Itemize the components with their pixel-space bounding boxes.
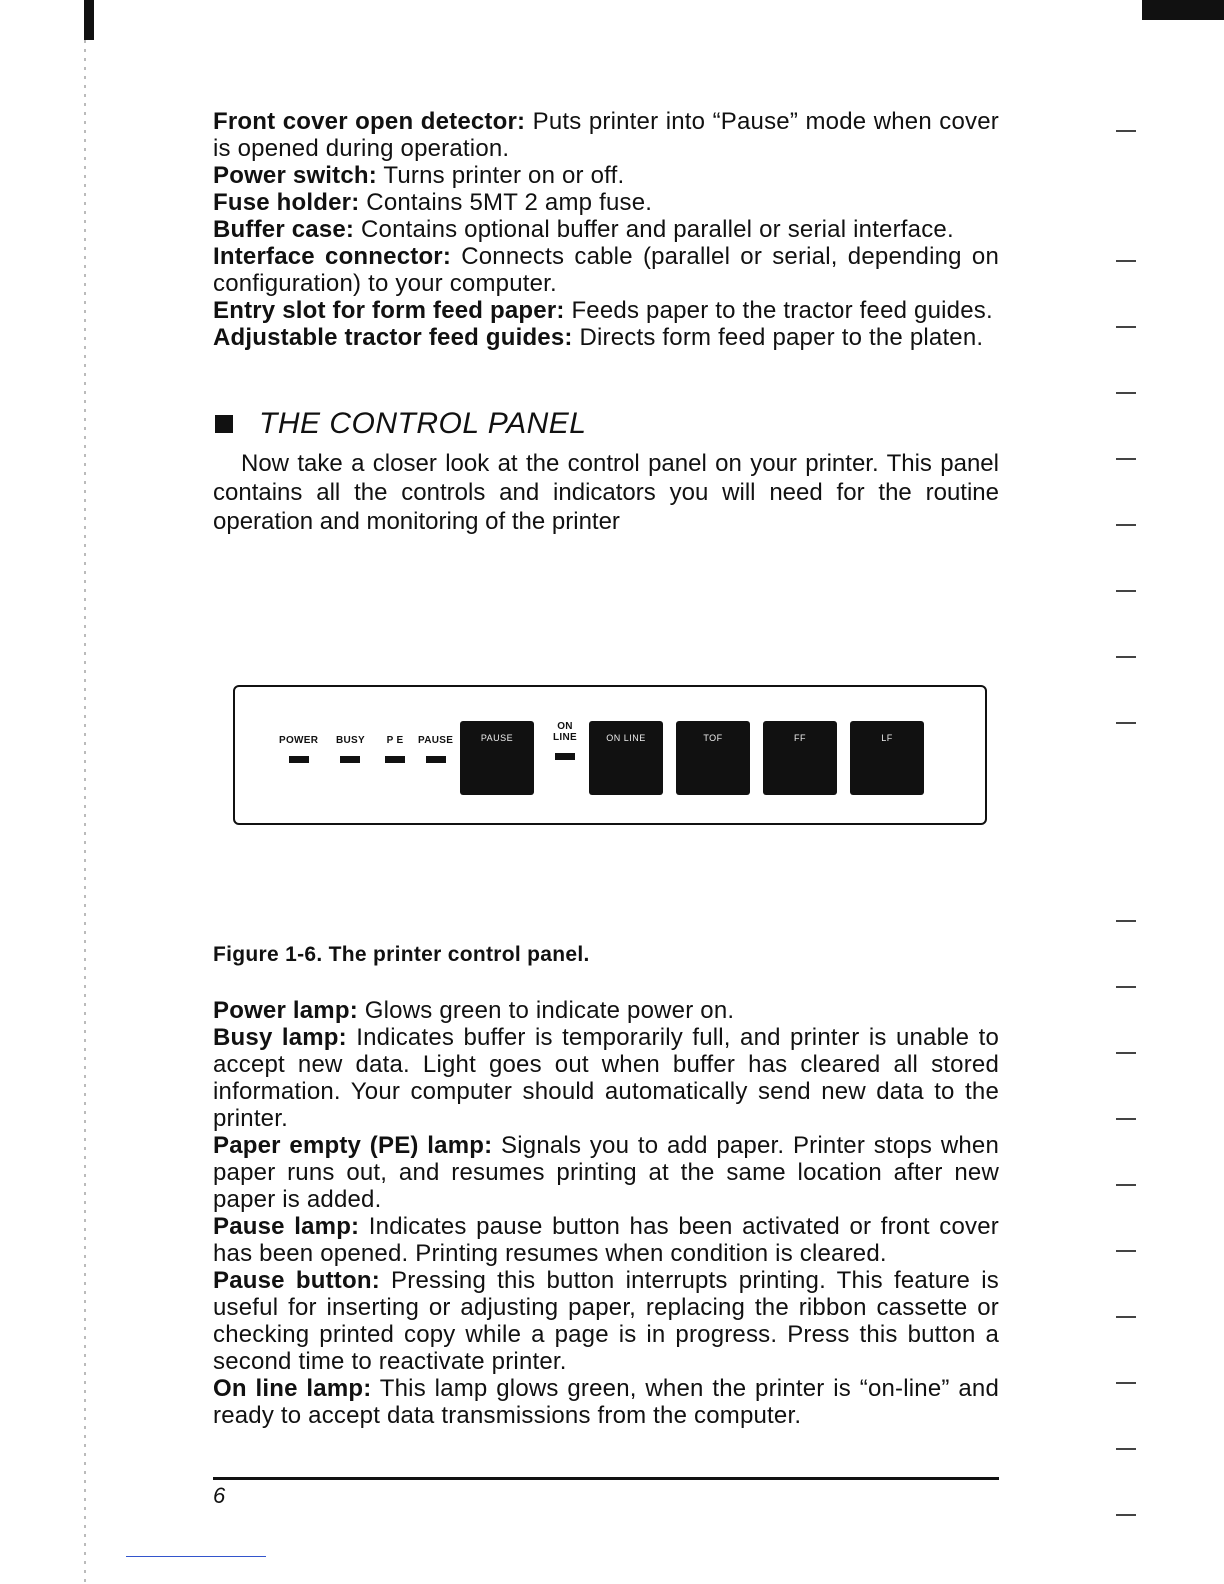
- scan-artifact-line: [126, 1556, 266, 1557]
- margin-tick: [1116, 260, 1136, 262]
- definition-term: Paper empty (PE) lamp:: [213, 1132, 493, 1159]
- button-label: FF: [794, 733, 806, 743]
- margin-tick: [1116, 722, 1136, 724]
- button-label: ON LINE: [606, 733, 646, 743]
- margin-tick: [1116, 1448, 1136, 1450]
- lamp-label: LINE: [553, 732, 577, 743]
- definition-term: Power switch:: [213, 162, 377, 189]
- definition-power-lamp: [213, 997, 999, 1024]
- lamp-indicator: [555, 753, 575, 760]
- definition-interface-connector: [213, 243, 999, 297]
- definition-text: Directs form feed paper to the platen.: [572, 324, 984, 351]
- definition-term: Entry slot for form feed paper:: [213, 297, 565, 324]
- on-line-lamp: [553, 721, 577, 760]
- definition-term: On line lamp:: [213, 1375, 372, 1402]
- margin-tick: [1116, 1316, 1136, 1318]
- lower-definitions: [213, 997, 999, 1429]
- lamp-indicator: [289, 756, 309, 763]
- section-heading: [213, 407, 999, 441]
- lamp-label: BUSY: [336, 735, 365, 746]
- lamp-indicator: [385, 756, 405, 763]
- margin-tick: [1116, 524, 1136, 526]
- definition-term: Front cover open detector:: [213, 108, 526, 135]
- page-number: 6: [213, 1483, 226, 1508]
- section-intro: Now take a closer look at the control panel on your printer. This panel contains all the controls and indicators you will need for the routine operation and monitoring of the printer: [213, 450, 999, 535]
- definition-term: Pause lamp:: [213, 1213, 360, 1240]
- definition-text: Indicates buffer is temporarily full, and printer is unable to accept new data. Light goes out when buffer has cleared all stored information. Your computer should automatically send new data to the printer.: [213, 1024, 999, 1132]
- control-panel-figure: [233, 685, 987, 825]
- margin-tick: [1116, 986, 1136, 988]
- definition-pause-lamp: [213, 1213, 999, 1267]
- scan-edge-mark: [84, 0, 94, 40]
- footer-rule: [213, 1477, 999, 1480]
- button-label: LF: [881, 733, 893, 743]
- margin-tick: [1116, 130, 1136, 132]
- definition-tractor-guides: [213, 324, 999, 351]
- definition-term: Pause button:: [213, 1267, 380, 1294]
- margin-tick: [1116, 326, 1136, 328]
- lamp-label: PAUSE: [418, 735, 454, 746]
- margin-tick: [1116, 590, 1136, 592]
- lamp-label: P E: [386, 735, 404, 746]
- figure-caption: Figure 1-6. The printer control panel.: [213, 943, 590, 966]
- lamp-label: ON: [557, 721, 573, 732]
- definition-text: Contains 5MT 2 amp fuse.: [359, 189, 653, 216]
- button-label: PAUSE: [480, 733, 514, 743]
- definition-text: Connects cable (parallel or serial, depending on configuration) to your computer.: [213, 243, 999, 297]
- pause-lamp: [418, 735, 453, 763]
- definition-entry-slot: [213, 297, 999, 324]
- ff-button[interactable]: [763, 721, 837, 795]
- definition-text: Glows green to indicate power on.: [357, 997, 735, 1024]
- definition-term: Power lamp:: [213, 997, 358, 1024]
- lf-button[interactable]: [850, 721, 924, 795]
- button-label: TOF: [703, 733, 723, 743]
- definition-power-switch: [213, 162, 999, 189]
- definition-term: Fuse holder:: [213, 189, 360, 216]
- definition-term: Interface connector:: [213, 243, 452, 270]
- definition-pause-button: [213, 1267, 999, 1375]
- lamp-label: POWER: [279, 735, 319, 746]
- section-title: THE CONTROL PANEL: [259, 407, 587, 440]
- definition-front-cover: [213, 108, 999, 162]
- definition-pe-lamp: [213, 1132, 999, 1213]
- margin-tick: [1116, 1118, 1136, 1120]
- definition-fuse-holder: [213, 189, 999, 216]
- scan-corner-mark: [1142, 0, 1224, 20]
- definition-text: Feeds paper to the tractor feed guides.: [564, 297, 993, 324]
- margin-tick: [1116, 392, 1136, 394]
- lamp-indicator: [426, 756, 446, 763]
- margin-tick: [1116, 1250, 1136, 1252]
- lamp-indicator: [340, 756, 360, 763]
- margin-tick: [1116, 458, 1136, 460]
- margin-tick: [1116, 656, 1136, 658]
- pe-lamp: [385, 735, 405, 763]
- definition-term: Busy lamp:: [213, 1024, 347, 1051]
- definition-text: Contains optional buffer and parallel or serial interface.: [354, 216, 954, 243]
- definition-term: Buffer case:: [213, 216, 355, 243]
- definition-text: Signals you to add paper. Printer stops when paper runs out, and resumes printing at the same location after new paper is added.: [213, 1132, 999, 1213]
- margin-tick: [1116, 920, 1136, 922]
- square-bullet-icon: [215, 415, 233, 433]
- definition-text: Puts printer into “Pause” mode when cover is opened during operation.: [213, 108, 999, 162]
- definition-busy-lamp: [213, 1024, 999, 1132]
- definition-text: Pressing this button interrupts printing. This feature is useful for inserting or adjusting paper, replacing the ribbon cassette or checking printed copy while a page is in progress. Press this button a second time to reactivate printer.: [213, 1267, 999, 1375]
- margin-tick: [1116, 1382, 1136, 1384]
- margin-tick-marks: [1112, 130, 1136, 1530]
- margin-tick: [1116, 1184, 1136, 1186]
- definition-on-line-lamp: [213, 1375, 999, 1429]
- margin-tick: [1116, 1052, 1136, 1054]
- tof-button[interactable]: [676, 721, 750, 795]
- busy-lamp: [336, 735, 365, 763]
- definition-term: Adjustable tractor feed guides:: [213, 324, 573, 351]
- scan-edge-noise: [84, 40, 86, 1584]
- definition-text: Turns printer on or off.: [376, 162, 625, 189]
- top-definitions: [213, 108, 999, 536]
- power-lamp: [279, 735, 318, 763]
- definition-buffer-case: [213, 216, 999, 243]
- margin-tick: [1116, 1514, 1136, 1516]
- definition-text: Indicates pause button has been activated or front cover has been opened. Printing resumes when condition is cleared.: [213, 1213, 999, 1267]
- on-line-button[interactable]: [589, 721, 663, 795]
- definition-text: This lamp glows green, when the printer is “on-line” and ready to accept data transmissions from the computer.: [213, 1375, 999, 1429]
- pause-button[interactable]: [460, 721, 534, 795]
